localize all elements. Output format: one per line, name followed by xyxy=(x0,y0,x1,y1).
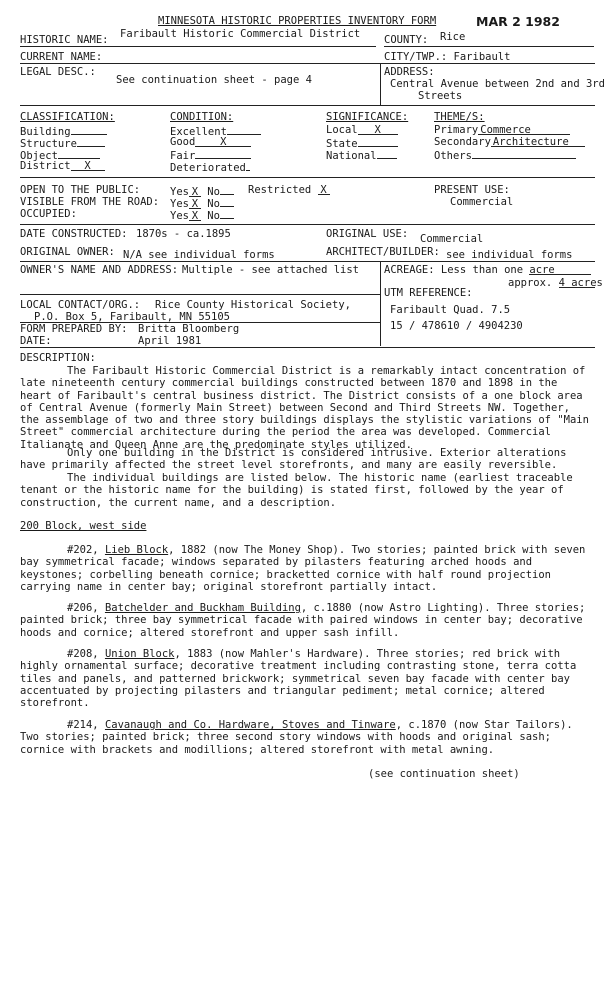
original-owner-label: ORIGINAL OWNER: xyxy=(20,246,115,258)
local-contact-label: LOCAL CONTACT/ORG.: xyxy=(20,299,141,311)
condition-fair: Fair xyxy=(170,148,251,162)
entry-208: #208, Union Block, 1883 (now Mahler's Hardware). Three stories; red brick with highly ornamental surface; decorative treatment including contrasting stone, terra cotta tiles and panels, and patterned brickwork; symmetrical seven bay facade with center bay accentuated by projecting pilasters and triangular pediment; metal cornice; altered storefront. xyxy=(20,648,577,710)
architect-value: see individual forms xyxy=(446,249,573,261)
occupied-options: Yes X No xyxy=(170,208,234,222)
visible-from-road-options: Yes X No xyxy=(170,196,234,210)
condition-label: CONDITION: xyxy=(170,111,234,123)
present-use-label: PRESENT USE: xyxy=(434,184,510,196)
owner-value: Multiple - see attached list xyxy=(182,264,360,276)
significance-local: Local X xyxy=(326,124,398,136)
entry-202: #202, Lieb Block, 1882 (now The Money Shop). Two stories; painted brick with seven bay symmetrical facade; windows separated by pilasters featuring arched hoods and keystones; corbelling beneath cornice; bracketted cornice with half round projection carrying name in center bay; original storefront partially intact. xyxy=(20,544,586,593)
date-constructed-value: 1870s - ca.1895 xyxy=(136,228,231,240)
historic-name-label: HISTORIC NAME: xyxy=(20,34,109,46)
description-paragraph-2: Only one building in the District is considered intrusive. Exterior alterations have primarily affected the street level storefronts, and many are easily reversible. xyxy=(20,447,567,472)
address-line1: Central Avenue between 2nd and 3rd xyxy=(390,78,605,90)
theme-secondary: Secondary Architecture xyxy=(434,136,585,148)
open-to-public-label: OPEN TO THE PUBLIC: xyxy=(20,184,141,196)
theme-label: THEME/S: xyxy=(434,111,485,123)
address-label: ADDRESS: xyxy=(384,66,435,78)
theme-primary: Primary Commerce xyxy=(434,124,570,136)
entry-206: #206, Batchelder and Buckham Building, c.1880 (now Astro Lighting). Three stories; painted brick; three bay symmetrical facade with paired windows in center bay; decorative hoods and cornice; altered storefront and upper sash infill. xyxy=(20,602,586,639)
description-paragraph-3: The individual buildings are listed below. The historic name (earliest traceable tenant or the historic name for the building) is stated first, followed by the year of construction, the current name, and a description. xyxy=(20,472,573,509)
open-to-public-options: Yes X No xyxy=(170,184,234,198)
theme-others: Others xyxy=(434,148,576,162)
original-use-label: ORIGINAL USE: xyxy=(326,228,409,240)
local-contact-line2: P.O. Box 5, Faribault, MN 55105 xyxy=(34,311,230,323)
restricted-option: Restricted X xyxy=(248,184,330,196)
description-paragraph-1: The Faribault Historic Commercial District is a remarkably intact concentration of late nineteenth century commercial buildings constructed between 1870 and 1898 in the heart of Faribault's central business district. The District consists of a one block area of Central Avenue (formerly Main Street) between Second and Third Streets NW. Together, the assemblage of two and three story buildings displays the stylistic variations of "Main Street" commercial architecture during the period the area was developed. Commercial Italianate and Queen Anne are the predominate styles utilized. xyxy=(20,365,589,451)
classification-structure: Structure xyxy=(20,136,105,150)
original-use-value: Commercial xyxy=(420,233,484,245)
legal-desc-value: See continuation sheet - page 4 xyxy=(116,74,312,86)
address-line2: Streets xyxy=(418,90,463,102)
city-label: CITY/TWP.: Faribault xyxy=(384,51,511,63)
utm-quad: Faribault Quad. 7.5 xyxy=(390,304,511,316)
utm-coordinates: 15 / 478610 / 4904230 xyxy=(390,320,523,332)
classification-building: Building xyxy=(20,124,107,138)
visible-from-road-label: VISIBLE FROM THE ROAD: xyxy=(20,196,160,208)
significance-national: National xyxy=(326,148,397,162)
description-label: DESCRIPTION: xyxy=(20,352,96,364)
acreage-approx: approx. 4 acres xyxy=(508,277,603,289)
continuation-note: (see continuation sheet) xyxy=(368,768,520,780)
historic-name-value: Faribault Historic Commercial District xyxy=(120,28,361,40)
original-owner-value: N/A see individual forms xyxy=(123,249,275,261)
condition-deteriorated: Deteriorated xyxy=(170,160,250,174)
classification-district: District X xyxy=(20,160,105,172)
entry-214: #214, Cavanaugh and Co. Hardware, Stoves and Tinware, c.1870 (now Star Tailors). Two stories; painted brick; three second story windows with hoods and original sash; cornice with brackets and modillions; altered storefront with metal awning. xyxy=(20,719,573,756)
legal-desc-label: LEGAL DESC.: xyxy=(20,66,96,78)
county-label: COUNTY: xyxy=(384,34,429,46)
condition-good: Good X xyxy=(170,136,251,148)
prepared-by-label: FORM PREPARED BY: xyxy=(20,323,128,335)
significance-label: SIGNIFICANCE: xyxy=(326,111,409,123)
occupied-label: OCCUPIED: xyxy=(20,208,77,220)
classification-object: Object xyxy=(20,148,100,162)
date-label: DATE: xyxy=(20,335,52,347)
prepared-by-value: Britta Bloomberg xyxy=(138,323,240,335)
date-constructed-label: DATE CONSTRUCTED: xyxy=(20,228,128,240)
local-contact-line1: Rice County Historical Society, xyxy=(155,299,351,311)
significance-state: State xyxy=(326,136,398,150)
date-value: April 1981 xyxy=(138,335,202,347)
owner-label: OWNER'S NAME AND ADDRESS: xyxy=(20,264,179,276)
acreage-label: ACREAGE: Less than one acre xyxy=(384,264,591,276)
present-use-value: Commercial xyxy=(450,196,514,208)
condition-excellent: Excellent xyxy=(170,124,261,138)
classification-label: CLASSIFICATION: xyxy=(20,111,115,123)
utm-label: UTM REFERENCE: xyxy=(384,287,473,299)
form-title: MINNESOTA HISTORIC PROPERTIES INVENTORY FORM xyxy=(158,15,437,27)
current-name-label: CURRENT NAME: xyxy=(20,51,103,63)
architect-label: ARCHITECT/BUILDER: xyxy=(326,246,440,258)
block-heading: 200 Block, west side xyxy=(20,520,147,532)
received-date-stamp: MAR 2 1982 xyxy=(476,14,560,29)
county-value: Rice xyxy=(440,31,466,43)
